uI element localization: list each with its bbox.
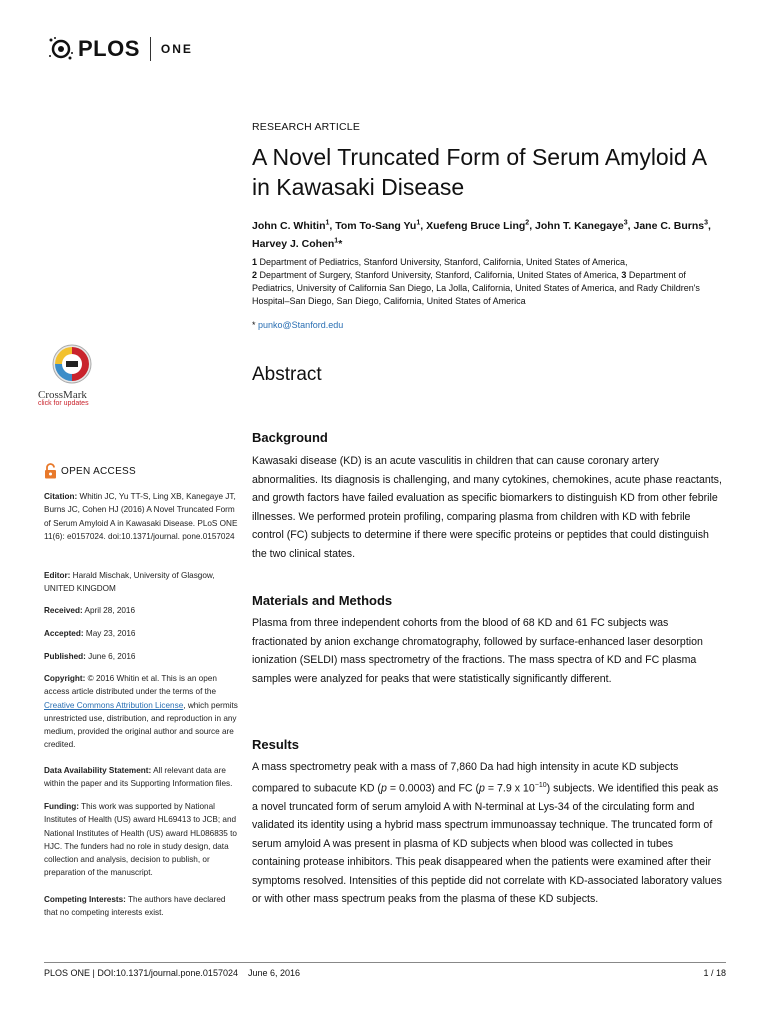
footer-rule (44, 962, 726, 963)
footer-journal-doi: PLOS ONE | DOI:10.1371/journal.pone.0157024 June 6, 2016 (44, 968, 301, 978)
logo-text: PLOS (78, 36, 140, 61)
methods-heading: Materials and Methods (252, 593, 393, 608)
author-list (252, 215, 712, 252)
open-access-badge (44, 463, 136, 479)
copyright-block: Copyright: © 2016 Whitin et al. This is an open access article distributed under the terms of the Creative Commons Attribution License, which permits unrestricted use, distribution, and reproduction in any medium, provided the original author and source are credited. (44, 674, 238, 750)
data-availability-block: Data Availability Statement: All relevant data are within the paper and its Supporting Information files. (44, 766, 233, 789)
crossmark-icon (52, 344, 92, 384)
editor-block: Editor: Harald Mischak, University of Glasgow, UNITED KINGDOM (44, 571, 215, 594)
affiliations (252, 256, 724, 308)
citation-block: Citation: Whitin JC, Yu TT-S, Ling XB, Kanegaye JT, Burns JC, Cohen HJ (2016) A Novel Truncated Form of Serum Amyloid A in Kawasaki Disease. PLoS ONE 11(6): e0157024. doi:10.1371/journal. pone.0157024 (44, 492, 238, 541)
author[interactable]: Harvey J. Cohen$^1$* (252, 237, 343, 250)
open-access-label: OPEN ACCESS (61, 465, 136, 477)
article-title (252, 142, 732, 202)
methods-text: Plasma from three independent cohorts from the blood of 68 KD and 61 FC subjects was fractionated by anion exchange chromatography, followed by surface-enhanced laser desorption ionization (SELDI) mass spectrometry of the fractions. The mass spectra of KD and FC plasma samples were analyzed for peaks that were statistically significantly different. (252, 617, 703, 685)
open-lock-icon (44, 463, 57, 479)
author[interactable]: John C. Whitin$^1$, (252, 219, 336, 232)
page-number: 1 / 18 (703, 968, 726, 978)
corresponding-author: * punko@Stanford.edu (252, 320, 344, 330)
competing-interests-block: Competing Interests: The authors have declared that no competing interests exist. (44, 895, 226, 918)
plos-logo-icon (48, 36, 74, 62)
received-block: Received: April 28, 2016 (44, 606, 136, 615)
title-line-1: A Novel Truncated Form of Serum Amyloid A (252, 144, 708, 170)
crossmark-title: CrossMark (38, 389, 87, 401)
title-line-2: in Kawasaki Disease (252, 174, 465, 200)
author[interactable]: Tom To-Sang Yu$^1$, (335, 219, 427, 232)
results-text: A mass spectrometry peak with a mass of 7,860 Da had high intensity in acute KD subjects compared to subacute KD (p = 0.0003) and FC (p = 7.9 x $10^{-10}$) subjects. We identified this peak as a novel truncated form of serum amyloid A with N-terminal at Lys-34 of the circulating form and validated its identity using a hybrid mass spectrum immunoassay technique. The truncated form of serum amyloid A was present in plasma of KD subjects when blood was collected in tubes containing protease inhibitors. This peak disappeared when the patients were examined after their symptoms resolved. Intensities of this peptide did not correlate with KD-associated laboratory values or with other mass spectrum peaks from the plasma of these KD subjects. (252, 761, 722, 906)
plos-one-logo (48, 34, 193, 64)
crossmark-subtitle: click for updates (38, 400, 89, 407)
article-type: RESEARCH ARTICLE (252, 121, 361, 133)
email-link[interactable]: punko@Stanford.edu (258, 320, 344, 330)
funding-block: Funding: This work was supported by National Institutes of Health (US) award HL69413 to JCB; and National Institutes of Health (US) award HL086835 to HJC. The funders had no role in study design, data collection and analysis, decision to publish, or preparation of the manuscript. (44, 802, 237, 878)
background-heading: Background (252, 430, 328, 445)
abstract-heading: Abstract (252, 364, 322, 385)
published-block: Published: June 6, 2016 (44, 652, 136, 661)
crossmark-badge[interactable] (38, 344, 108, 407)
background-text: Kawasaki disease (KD) is an acute vasculitis in children that can cause coronary artery abnormalities. Its diagnosis is challenging, and many cytokines, chemokines, acute phase reactants, and growth factors have failed evaluation as specific biomarkers to distinguish KD from other febrile illnesses. We performed protein profiling, comparing plasma from children with KD with febrile control (FC) subjects to determine if there were specific proteins or peptides that could distinguish the two clinical states. (252, 455, 722, 560)
logo-separator (150, 37, 151, 61)
license-link[interactable]: Creative Commons Attribution License (44, 700, 184, 710)
results-heading: Results (252, 737, 299, 752)
author[interactable]: Jane C. Burns$^3$, (633, 219, 711, 232)
author[interactable]: John T. Kanegaye$^3$, (535, 219, 634, 232)
affiliation-1: 1 Department of Pediatrics, Stanford University, Stanford, California, United States of America, (252, 257, 628, 267)
author[interactable]: Xuefeng Bruce Ling$^2$, (426, 219, 536, 232)
logo-journal: ONE (160, 42, 193, 56)
affiliation-2-3: 2 Department of Surgery, Stanford University, Stanford, California, United States of America, 3 Department of Pediatrics, University of California San Diego, La Jolla, California, United States of America, and Rady Children's Hospital–San Diego, San Diego, California, United States of America (252, 270, 700, 306)
accepted-block: Accepted: May 23, 2016 (44, 629, 136, 638)
